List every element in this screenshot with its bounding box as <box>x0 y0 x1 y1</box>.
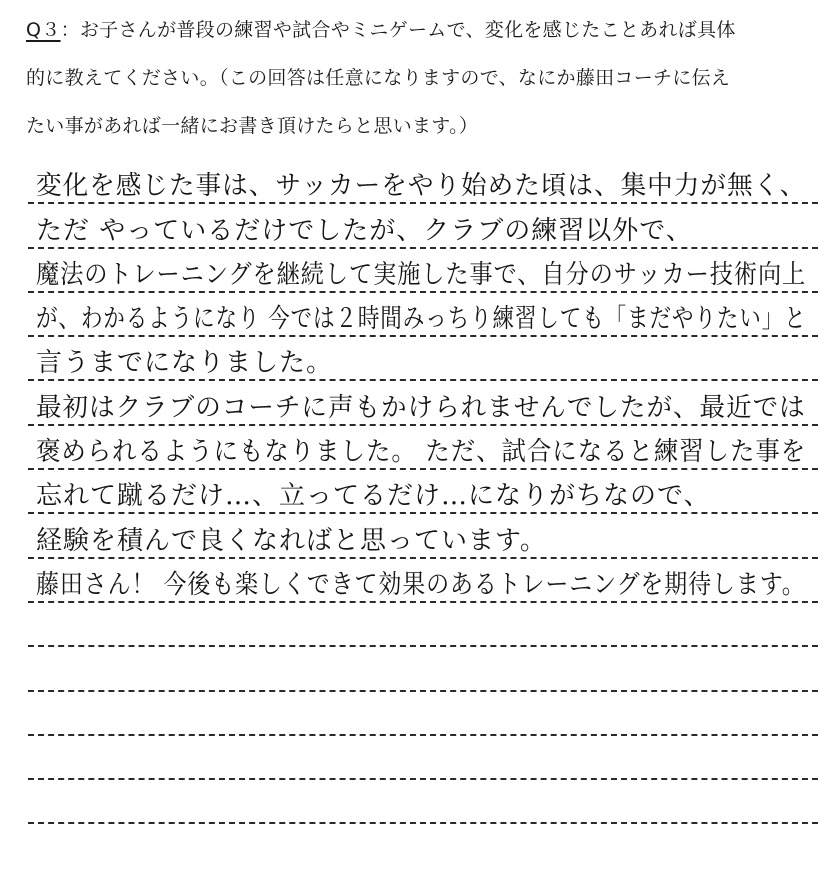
question-line-1 <box>26 6 816 54</box>
answer-line-text: 魔法のトレーニングを継続して実施した事で、自分のサッカー技術向上 <box>36 259 807 290</box>
answer-line <box>28 514 818 558</box>
answer-line <box>28 692 818 736</box>
answer-line-text: が、わかるようになり 今では２時間みっちり練習しても「まだやりたい」と <box>36 304 807 335</box>
question-text <box>26 6 816 150</box>
answer-line-text: 言うまでになりました。 <box>36 348 334 379</box>
answer-line-text: ただ やっているだけでしたが、クラブの練習以外で、 <box>36 215 693 246</box>
answer-area <box>28 160 818 824</box>
answer-line <box>28 249 818 293</box>
answer-line-text: 藤田さん！ 今後も楽しくできて効果のあるトレーニングを期待します。 <box>36 569 806 600</box>
answer-line <box>28 160 818 204</box>
answer-line <box>28 381 818 425</box>
answer-line <box>28 204 818 248</box>
question-line-2: 的に教えてください。（この回答は任意になりますので、なにか藤田コーチに伝え <box>26 67 731 89</box>
dashed-rule <box>28 822 818 824</box>
answer-line <box>28 736 818 780</box>
answer-line <box>28 337 818 381</box>
answer-line <box>28 470 818 514</box>
answer-line-text: 褒められるようにもなりました。 ただ、試合になると練習した事を <box>36 437 807 468</box>
answer-line <box>28 780 818 824</box>
question-label: Q３ <box>26 19 61 41</box>
answer-line <box>28 603 818 647</box>
answer-line <box>28 426 818 470</box>
question-line-3: たい事があれば一緒にお書き頂けたらと思います。） <box>26 115 479 137</box>
answer-line-text: 変化を感じた事は、サッカーをやり始めた頃は、集中力が無く、 <box>36 171 807 202</box>
answer-line-text: 忘れて蹴るだけ…、立ってるだけ…になりがちなので、 <box>36 481 711 512</box>
answer-line <box>28 559 818 603</box>
answer-line-text: 最初はクラブのコーチに声もかけられませんでしたが、最近では <box>36 392 806 423</box>
answer-line <box>28 647 818 691</box>
answer-line <box>28 293 818 337</box>
answer-line-text: 経験を積んで良くなればと思っています。 <box>36 525 547 556</box>
question-line-1-text: ：お子さんが普段の練習や試合やミニゲームで、変化を感じたことあれば具体 <box>60 19 736 41</box>
